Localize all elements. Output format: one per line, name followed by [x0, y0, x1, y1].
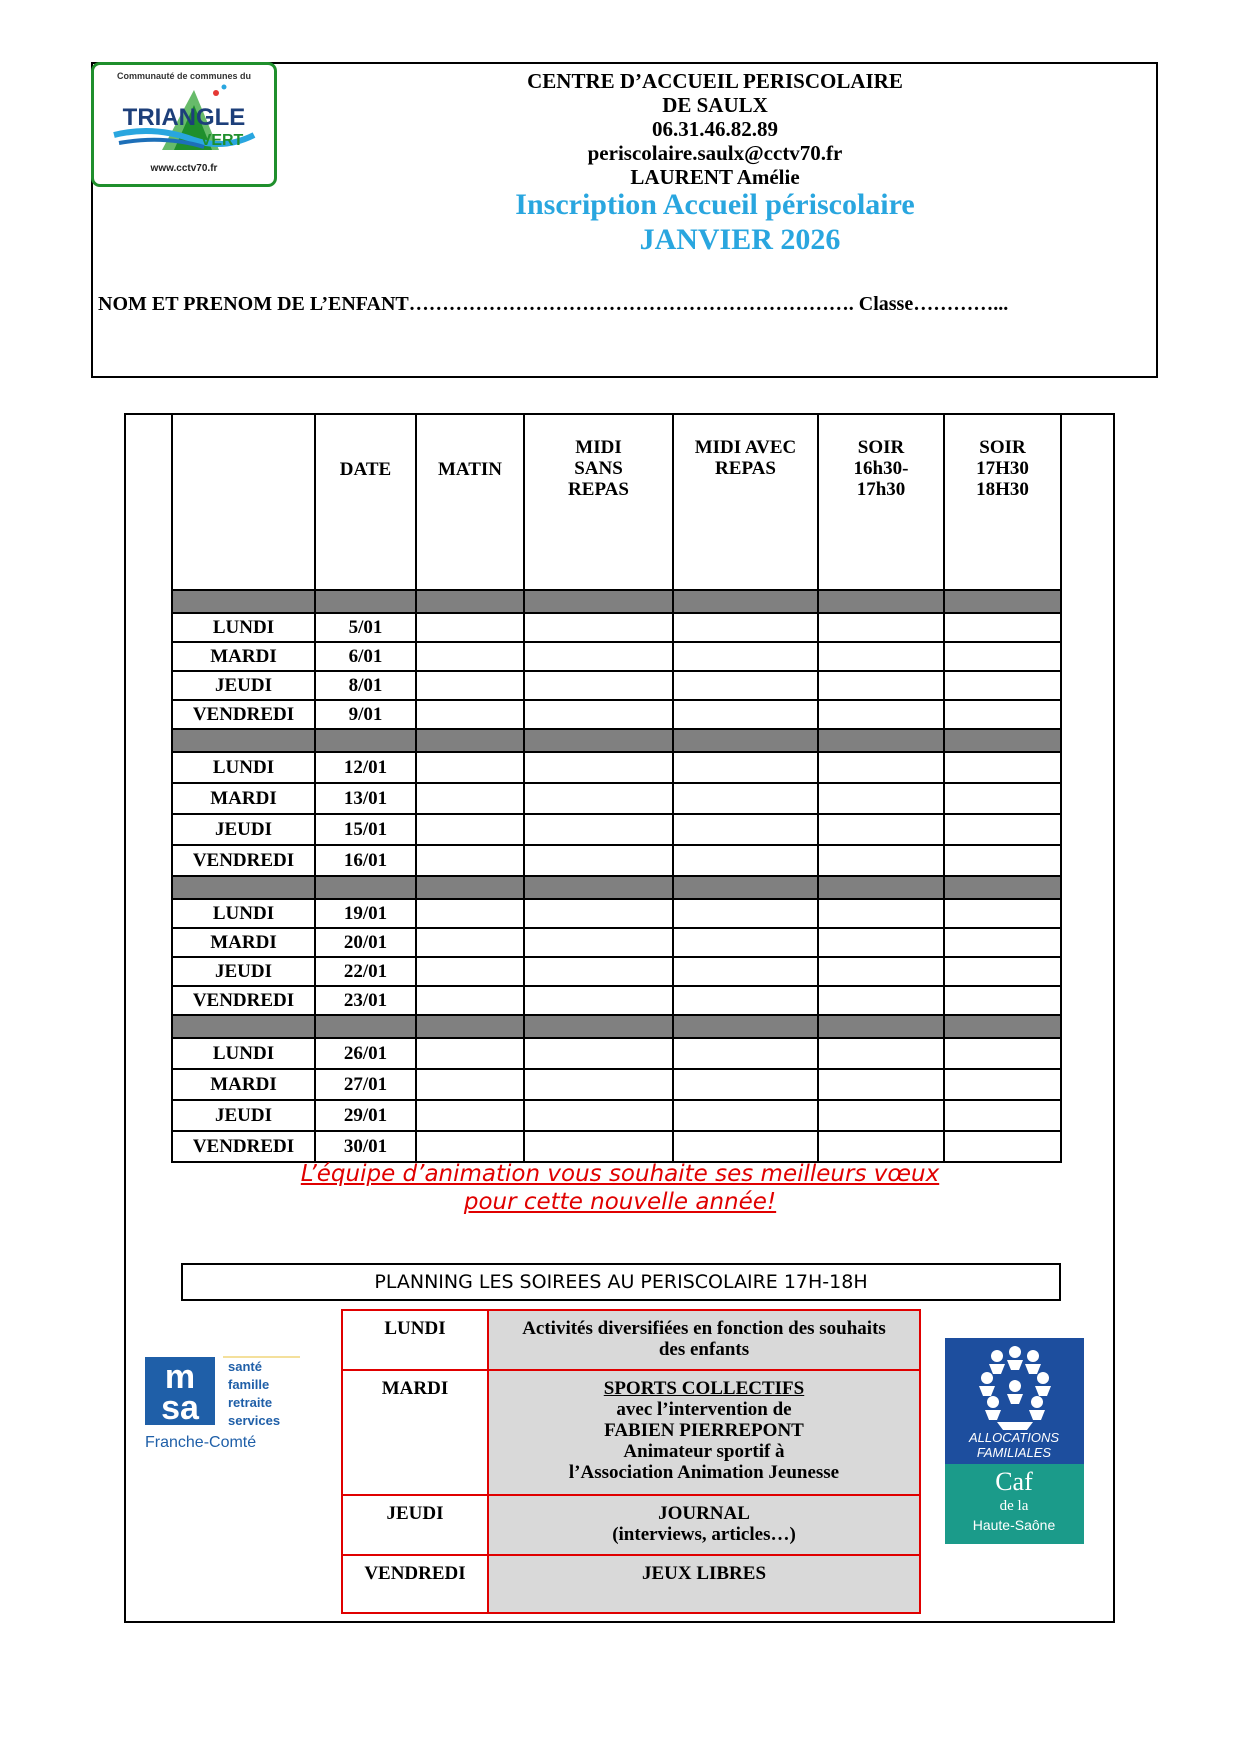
matin-checkbox[interactable] [416, 613, 524, 642]
day-cell: JEUDI [172, 671, 315, 700]
date-cell: 15/01 [315, 814, 416, 845]
date-cell: 30/01 [315, 1131, 416, 1162]
logo-url: www.cctv70.fr [150, 163, 218, 174]
soir-1-checkbox[interactable] [818, 1069, 944, 1100]
col-header-day [172, 414, 315, 590]
midi-sans-repas-checkbox[interactable] [524, 613, 673, 642]
caf-logo [945, 1338, 1084, 1544]
midi-avec-repas-checkbox[interactable] [673, 957, 818, 986]
col-header-midi-avec-repas [673, 414, 818, 590]
soir-2-checkbox[interactable] [944, 1069, 1061, 1100]
matin-checkbox[interactable] [416, 1038, 524, 1069]
activity-line: Activités diversifiées en fonction des souhaits [522, 1318, 886, 1339]
activity-row [342, 1370, 920, 1495]
activity-line: (interviews, articles…) [612, 1524, 796, 1545]
table-row [172, 613, 1061, 642]
day-cell: MARDI [172, 1069, 315, 1100]
soir-2-checkbox[interactable] [944, 1131, 1061, 1162]
date-cell: 22/01 [315, 957, 416, 986]
week-separator [172, 590, 1061, 613]
matin-checkbox[interactable] [416, 752, 524, 783]
soir-1-checkbox[interactable] [818, 899, 944, 928]
midi-sans-repas-checkbox[interactable] [524, 671, 673, 700]
page-title: Inscription Accueil périscolaire [515, 188, 915, 221]
day-cell: MARDI [172, 642, 315, 671]
week-separator [172, 1015, 1061, 1038]
col-header-soir-2-text: SOIR 17H30 18H30 [976, 437, 1029, 500]
day-cell: JEUDI [172, 814, 315, 845]
soir-1-checkbox[interactable] [818, 642, 944, 671]
msa-line: santé [228, 1359, 262, 1374]
activity-day: MARDI [342, 1370, 488, 1495]
soir-2-checkbox[interactable] [944, 700, 1061, 729]
midi-avec-repas-checkbox[interactable] [673, 1131, 818, 1162]
date-cell: 16/01 [315, 845, 416, 876]
midi-sans-repas-checkbox[interactable] [524, 845, 673, 876]
day-cell: VENDREDI [172, 700, 315, 729]
msa-logo [145, 1355, 305, 1453]
midi-avec-repas-checkbox[interactable] [673, 928, 818, 957]
midi-sans-repas-checkbox[interactable] [524, 1131, 673, 1162]
matin-checkbox[interactable] [416, 986, 524, 1015]
day-cell: LUNDI [172, 899, 315, 928]
caf-line-2: FAMILIALES [976, 1445, 1052, 1460]
triangle-vert-logo-graphic [94, 65, 274, 184]
day-cell: LUNDI [172, 613, 315, 642]
contact-name: LAURENT Amélie [630, 165, 800, 189]
table-row [172, 1100, 1061, 1131]
soir-1-checkbox[interactable] [818, 752, 944, 783]
caf-logo-graphic [945, 1338, 1084, 1544]
midi-sans-repas-checkbox[interactable] [524, 1069, 673, 1100]
activity-line: l’Association Animation Jeunesse [568, 1462, 840, 1483]
msa-region: Franche-Comté [145, 1434, 257, 1451]
midi-avec-repas-checkbox[interactable] [673, 814, 818, 845]
midi-avec-repas-checkbox[interactable] [673, 1069, 818, 1100]
activity-line: FABIEN PIERREPONT [604, 1420, 804, 1441]
caf-brand: Caf [995, 1467, 1033, 1496]
email-address [395, 141, 1035, 165]
phone-number: 06.31.46.82.89 [652, 117, 778, 141]
midi-avec-repas-checkbox[interactable] [673, 700, 818, 729]
soir-2-checkbox[interactable] [944, 1038, 1061, 1069]
soir-1-checkbox[interactable] [818, 1038, 944, 1069]
matin-checkbox[interactable] [416, 783, 524, 814]
soir-1-checkbox[interactable] [818, 986, 944, 1015]
col-header-midi-avec-repas-text: MIDI AVEC REPAS [694, 437, 797, 479]
date-cell: 27/01 [315, 1069, 416, 1100]
table-row [172, 928, 1061, 957]
date-cell: 20/01 [315, 928, 416, 957]
activity-line: JOURNAL [658, 1503, 750, 1524]
table-row [172, 957, 1061, 986]
triangle-vert-logo [91, 62, 277, 187]
col-header-matin: MATIN [416, 414, 524, 590]
soir-1-checkbox[interactable] [818, 613, 944, 642]
table-row [172, 700, 1061, 729]
activity-description [488, 1310, 920, 1370]
child-name-field[interactable]: NOM ET PRENOM DE L’ENFANT…………………………………………………………. Classe…………... [98, 293, 1009, 315]
activity-description [488, 1370, 920, 1495]
col-header-midi-sans-repas [524, 414, 673, 590]
midi-avec-repas-checkbox[interactable] [673, 671, 818, 700]
planning-title: PLANNING LES SOIREES AU PERISCOLAIRE 17H-18H [181, 1263, 1061, 1301]
midi-sans-repas-checkbox[interactable] [524, 752, 673, 783]
caf-sub-2: Haute-Saône [972, 1517, 1056, 1533]
activity-line: des enfants [658, 1339, 750, 1360]
matin-checkbox[interactable] [416, 1131, 524, 1162]
matin-checkbox[interactable] [416, 671, 524, 700]
table-row [172, 783, 1061, 814]
day-cell: MARDI [172, 928, 315, 957]
midi-sans-repas-checkbox[interactable] [524, 642, 673, 671]
soir-2-checkbox[interactable] [944, 814, 1061, 845]
date-cell: 26/01 [315, 1038, 416, 1069]
midi-avec-repas-checkbox[interactable] [673, 783, 818, 814]
day-cell: JEUDI [172, 957, 315, 986]
day-cell: LUNDI [172, 1038, 315, 1069]
col-header-soir-2 [944, 414, 1061, 590]
midi-avec-repas-checkbox[interactable] [673, 986, 818, 1015]
day-cell: VENDREDI [172, 845, 315, 876]
activity-line: JEUX LIBRES [641, 1563, 767, 1584]
date-cell: 13/01 [315, 783, 416, 814]
activity-description [488, 1555, 920, 1613]
date-cell: 5/01 [315, 613, 416, 642]
day-cell: VENDREDI [172, 1131, 315, 1162]
soir-2-checkbox[interactable] [944, 928, 1061, 957]
week-separator [172, 729, 1061, 752]
midi-avec-repas-checkbox[interactable] [673, 613, 818, 642]
activity-line: Animateur sportif à [623, 1441, 785, 1462]
soir-2-checkbox[interactable] [944, 671, 1061, 700]
activity-day: VENDREDI [342, 1555, 488, 1613]
table-row [172, 752, 1061, 783]
msa-line: retraite [228, 1395, 273, 1410]
soir-1-checkbox[interactable] [818, 845, 944, 876]
day-cell: MARDI [172, 783, 315, 814]
table-row [172, 845, 1061, 876]
wishes-line-2: pour cette nouvelle année! [463, 1189, 777, 1215]
activity-day: LUNDI [342, 1310, 488, 1370]
table-row [172, 1038, 1061, 1069]
day-cell: VENDREDI [172, 986, 315, 1015]
week-separator [172, 876, 1061, 899]
day-cell: LUNDI [172, 752, 315, 783]
midi-sans-repas-checkbox[interactable] [524, 986, 673, 1015]
matin-checkbox[interactable] [416, 845, 524, 876]
col-header-date: DATE [315, 414, 416, 590]
soir-2-checkbox[interactable] [944, 752, 1061, 783]
midi-avec-repas-checkbox[interactable] [673, 752, 818, 783]
activity-line: SPORTS COLLECTIFS [603, 1378, 805, 1399]
soir-2-checkbox[interactable] [944, 783, 1061, 814]
midi-sans-repas-checkbox[interactable] [524, 1038, 673, 1069]
midi-sans-repas-checkbox[interactable] [524, 700, 673, 729]
col-header-soir-1 [818, 414, 944, 590]
wishes-line-1: L’équipe d’animation vous souhaite ses meilleurs vœux [300, 1161, 940, 1187]
soir-2-checkbox[interactable] [944, 1100, 1061, 1131]
matin-checkbox[interactable] [416, 642, 524, 671]
midi-sans-repas-checkbox[interactable] [524, 928, 673, 957]
center-name: CENTRE D’ACCUEIL PERISCOLAIRE [527, 69, 903, 93]
soir-2-checkbox[interactable] [944, 986, 1061, 1015]
svg-text:m: m [164, 1358, 196, 1396]
table-row [172, 899, 1061, 928]
activity-line: avec l’intervention de [616, 1399, 792, 1420]
caf-line-1: ALLOCATIONS [968, 1430, 1060, 1445]
logo-top-text: Communauté de communes du [116, 71, 252, 81]
msa-line: famille [228, 1377, 270, 1392]
page-month: JANVIER 2026 [639, 223, 841, 256]
table-row [172, 671, 1061, 700]
matin-checkbox[interactable] [416, 700, 524, 729]
table-row [172, 642, 1061, 671]
email-text: periscolaire.saulx@cctv70.fr [587, 141, 843, 165]
soir-1-checkbox[interactable] [818, 928, 944, 957]
soir-2-checkbox[interactable] [944, 845, 1061, 876]
soir-1-checkbox[interactable] [818, 957, 944, 986]
midi-sans-repas-checkbox[interactable] [524, 1100, 673, 1131]
col-header-soir-1-text: SOIR 16h30- 17h30 [853, 437, 909, 500]
wishes-message [240, 1160, 1000, 1216]
soir-1-checkbox[interactable] [818, 671, 944, 700]
soir-2-checkbox[interactable] [944, 899, 1061, 928]
matin-checkbox[interactable] [416, 899, 524, 928]
date-cell: 9/01 [315, 700, 416, 729]
midi-avec-repas-checkbox[interactable] [673, 1100, 818, 1131]
matin-checkbox[interactable] [416, 1069, 524, 1100]
table-row [172, 814, 1061, 845]
date-cell: 6/01 [315, 642, 416, 671]
matin-checkbox[interactable] [416, 814, 524, 845]
msa-line: services [228, 1413, 281, 1428]
table-row [172, 1131, 1061, 1162]
date-cell: 12/01 [315, 752, 416, 783]
midi-sans-repas-checkbox[interactable] [524, 899, 673, 928]
svg-text:sa: sa [161, 1389, 199, 1427]
soir-1-checkbox[interactable] [818, 1100, 944, 1131]
soir-1-checkbox[interactable] [818, 814, 944, 845]
activity-row [342, 1310, 920, 1370]
matin-checkbox[interactable] [416, 957, 524, 986]
col-header-midi-sans-repas-text: MIDI SANS REPAS [568, 437, 629, 500]
date-cell: 19/01 [315, 899, 416, 928]
soir-1-checkbox[interactable] [818, 1131, 944, 1162]
schedule-header-row [172, 414, 1061, 590]
activity-row [342, 1555, 920, 1613]
soir-2-checkbox[interactable] [944, 957, 1061, 986]
day-cell: JEUDI [172, 1100, 315, 1131]
midi-sans-repas-checkbox[interactable] [524, 814, 673, 845]
activity-description [488, 1495, 920, 1555]
center-place: DE SAULX [662, 93, 768, 117]
caf-sub-1: de la [999, 1498, 1029, 1514]
soir-2-checkbox[interactable] [944, 642, 1061, 671]
midi-avec-repas-checkbox[interactable] [673, 899, 818, 928]
logo-brand-line2: VERT [200, 132, 244, 149]
activities-table [341, 1309, 921, 1614]
soir-1-checkbox[interactable] [818, 700, 944, 729]
matin-checkbox[interactable] [416, 1100, 524, 1131]
midi-avec-repas-checkbox[interactable] [673, 1038, 818, 1069]
midi-avec-repas-checkbox[interactable] [673, 642, 818, 671]
activity-row [342, 1495, 920, 1555]
date-cell: 23/01 [315, 986, 416, 1015]
schedule-table [171, 413, 1062, 1163]
midi-avec-repas-checkbox[interactable] [673, 845, 818, 876]
date-cell: 29/01 [315, 1100, 416, 1131]
table-row [172, 986, 1061, 1015]
matin-checkbox[interactable] [416, 928, 524, 957]
date-cell: 8/01 [315, 671, 416, 700]
soir-1-checkbox[interactable] [818, 783, 944, 814]
msa-logo-graphic [145, 1355, 305, 1453]
midi-sans-repas-checkbox[interactable] [524, 957, 673, 986]
activity-day: JEUDI [342, 1495, 488, 1555]
soir-2-checkbox[interactable] [944, 613, 1061, 642]
midi-sans-repas-checkbox[interactable] [524, 783, 673, 814]
logo-brand-line1: TRIANGLE [122, 104, 246, 131]
table-row [172, 1069, 1061, 1100]
